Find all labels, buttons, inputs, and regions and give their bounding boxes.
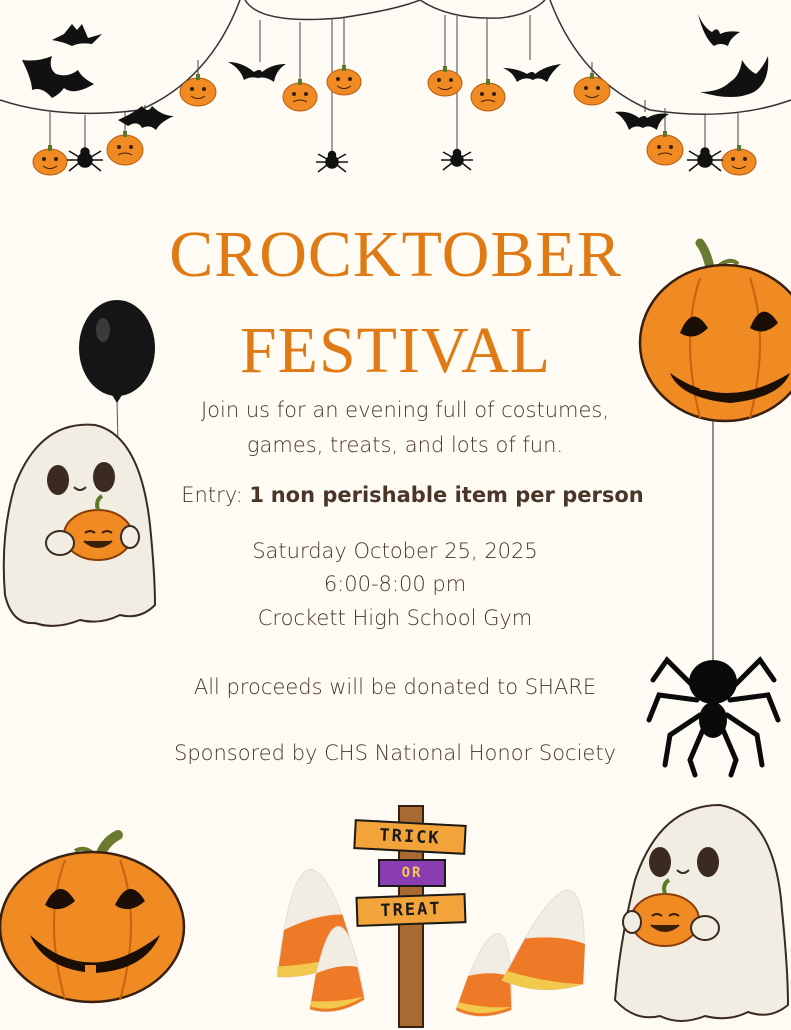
sign-trick-text: TRICK — [378, 825, 442, 849]
trick-or-treat-signpost — [350, 800, 470, 1024]
pumpkin-icon — [180, 74, 216, 106]
pumpkin-icon — [283, 79, 317, 111]
bat-icon — [698, 14, 740, 46]
bat-icon — [503, 64, 561, 82]
spider-icon — [441, 150, 473, 171]
pumpkin-icon — [722, 145, 756, 175]
garland-string-top — [245, 0, 545, 20]
entry-count: 1 — [249, 483, 265, 507]
sign-trick — [353, 819, 466, 855]
pumpkin-icon — [647, 131, 683, 165]
event-date: Saturday October 25, 2025 — [252, 539, 538, 563]
bat-icon — [22, 56, 94, 98]
entry-line — [0, 483, 791, 507]
sponsor-note: Sponsored by CHS National Honor Society — [173, 741, 617, 765]
event-time: 6:00-8:00 pm — [323, 572, 467, 596]
pumpkin-icon — [574, 73, 610, 105]
jack-o-lantern-bottom-left — [0, 815, 200, 1015]
sign-treat-text: TREAT — [380, 898, 442, 922]
ghost-with-pumpkin-right — [610, 800, 790, 1030]
halloween-garland — [0, 0, 791, 190]
entry-text: non perishable item per person — [270, 483, 644, 507]
bat-icon — [118, 106, 174, 130]
title-line-2: FESTIVAL — [239, 314, 552, 387]
pumpkin-icon — [471, 79, 505, 111]
spider-icon — [67, 148, 103, 171]
candy-corn-icon — [502, 882, 599, 998]
sign-or — [378, 859, 446, 887]
proceeds-note: All proceeds will be donated to SHARE — [193, 675, 597, 699]
garland-spiders — [67, 148, 723, 172]
intro-line-2: games, treats, and lots of fun. — [246, 433, 564, 457]
event-location: Crockett High School Gym — [257, 606, 533, 630]
pumpkin-icon — [107, 131, 143, 165]
spider-icon — [316, 152, 348, 173]
bat-icon — [52, 24, 102, 46]
intro-line-1: Join us for an evening full of costumes, — [200, 398, 610, 422]
sign-or-text: OR — [401, 865, 423, 881]
spider-icon — [645, 420, 785, 780]
title-line-1: CROCKTOBER — [169, 218, 622, 291]
bat-icon — [700, 56, 768, 97]
sign-treat — [356, 893, 467, 927]
bat-icon — [228, 62, 286, 82]
bat-icon — [615, 112, 669, 130]
spider-icon — [687, 148, 723, 171]
entry-label: Entry: — [181, 483, 243, 507]
pumpkin-icon — [33, 145, 67, 175]
